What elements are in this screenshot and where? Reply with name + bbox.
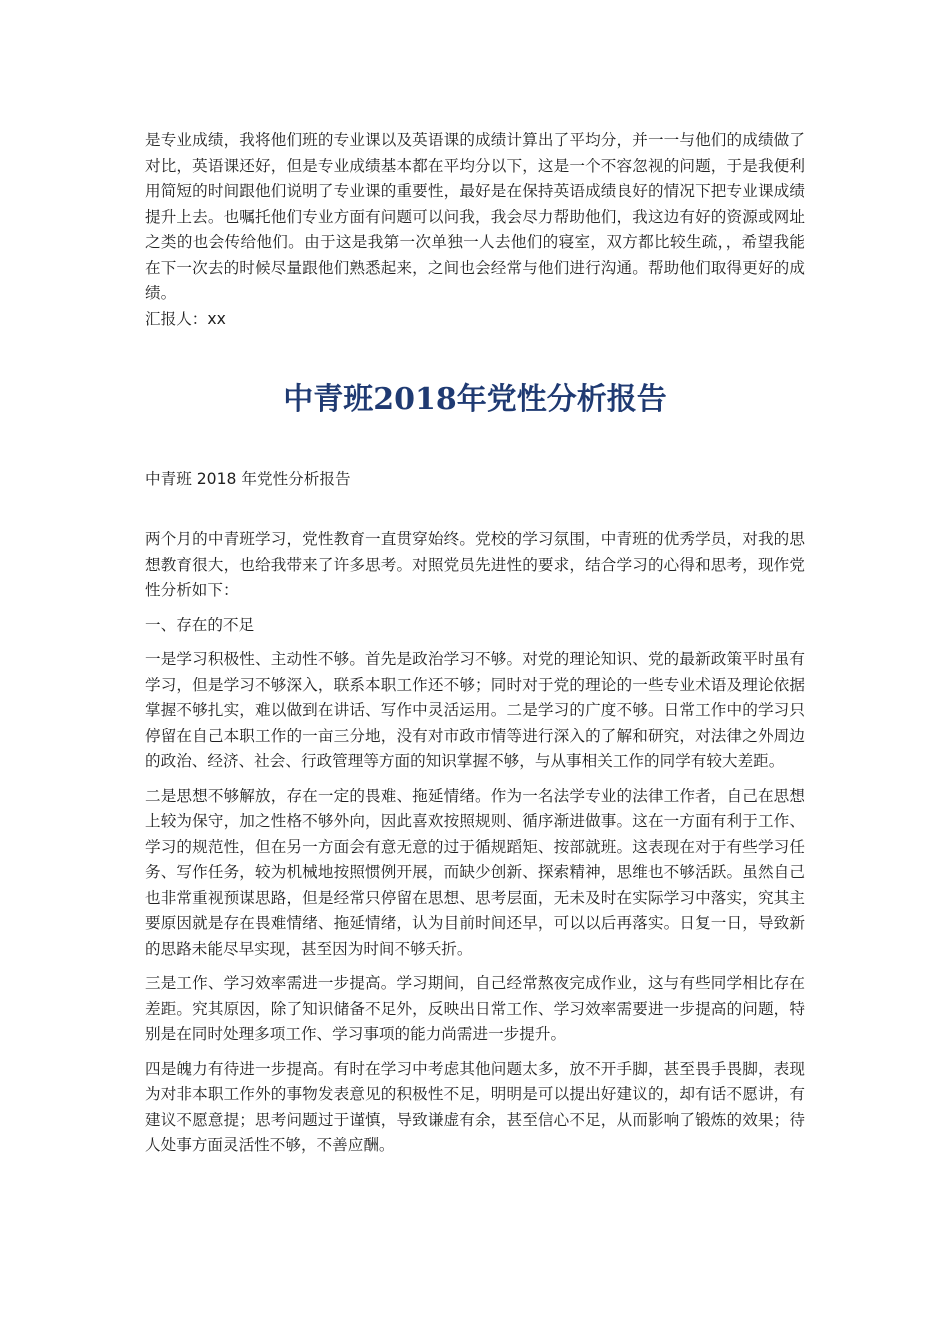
body-paragraph: 三是工作、学习效率需进一步提高。学习期间，自己经常熬夜完成作业，这与有些同学相比存在差距。究其原因，除了知识储备不足外，反映出日常工作、学习效率需要进一步提高的问题，特别是在同时处理多项工作、学习事项的能力尚需进一步提升。 <box>145 974 805 1043</box>
report-body <box>145 527 805 1168</box>
body-paragraph: 四是魄力有待进一步提高。有时在学习中考虑其他问题太多，放不开手脚，甚至畏手畏脚，表现为对非本职工作外的事物发表意见的积极性不足，明明是可以提出好建议的，却有话不愿讲，有建议不愿意提；思考问题过于谨慎，导致谦虚有余，甚至信心不足，从而影响了锻炼的效果；待人处事方面灵活性不够，不善应酬。 <box>145 1059 805 1154</box>
intro-paragraph: 两个月的中青班学习，党性教育一直贯穿始终。党校的学习氛围，中青班的优秀学员，对我的思想教育很大，也给我带来了许多思考。对照党员先进性的要求，结合学习的心得和思考，现作党性分析如下： <box>145 530 805 599</box>
previous-report-section <box>145 128 805 332</box>
section-heading: 一、存在的不足 <box>145 615 255 634</box>
body-paragraph: 二是思想不够解放，存在一定的畏难、拖延情绪。作为一名法学专业的法律工作者，自己在思想上较为保守，加之性格不够外向，因此喜欢按照规则、循序渐进做事。这在一方面有利于工作、学习的规范性，但在另一方面会有意无意的过于循规蹈矩、按部就班。这表现在对于有些学习任务、写作任务，较为机械地按照惯例开展，而缺少创新、探索精神，思维也不够活跃。虽然自己也非常重视预谋思路，但是经常只停留在思想、思考层面，无未及时在实际学习中落实，究其主要原因就是存在畏难情绪、拖延情绪，认为目前时间还早，可以以后再落实。日复一日，导致新的思路未能尽早实现，甚至因为时间不够夭折。 <box>145 786 805 958</box>
reporter-line: 汇报人：xx <box>145 309 226 328</box>
body-paragraph: 一是学习积极性、主动性不够。首先是政治学习不够。对党的理论知识、党的最新政策平时虽有学习，但是学习不够深入，联系本职工作还不够；同时对于党的理论的一些专业术语及理论依据掌握不够扎实，难以做到在讲话、写作中灵活运用。二是学习的广度不够。日常工作中的学习只停留在自己本职工作的一亩三分地，没有对市政市情等进行深入的了解和研究，对法律之外周边的政治、经济、社会、行政管理等方面的知识掌握不够，与从事相关工作的同学有较大差距。 <box>145 650 805 770</box>
previous-report-paragraph: 是专业成绩，我将他们班的专业课以及英语课的成绩计算出了平均分，并一一与他们的成绩做了对比，英语课还好，但是专业成绩基本都在平均分以下，这是一个不容忽视的问题，于是我便利用简短的时间跟他们说明了专业课的重要性，最好是在保持英语成绩良好的情况下把专业课成绩提升上去。也嘱托他们专业方面有问题可以问我，我会尽力帮助他们，我这边有好的资源或网址之类的也会传给他们。由于这是我第一次单独一人去他们的寝室，双方都比较生疏，，希望我能在下一次去的时候尽量跟他们熟悉起来，之间也会经常与他们进行沟通。帮助他们取得更好的成绩。 <box>145 131 805 302</box>
document-subtitle: 中青班 2018 年党性分析报告 <box>145 470 351 488</box>
document-title: 中青班2018年党性分析报告 <box>283 382 667 417</box>
